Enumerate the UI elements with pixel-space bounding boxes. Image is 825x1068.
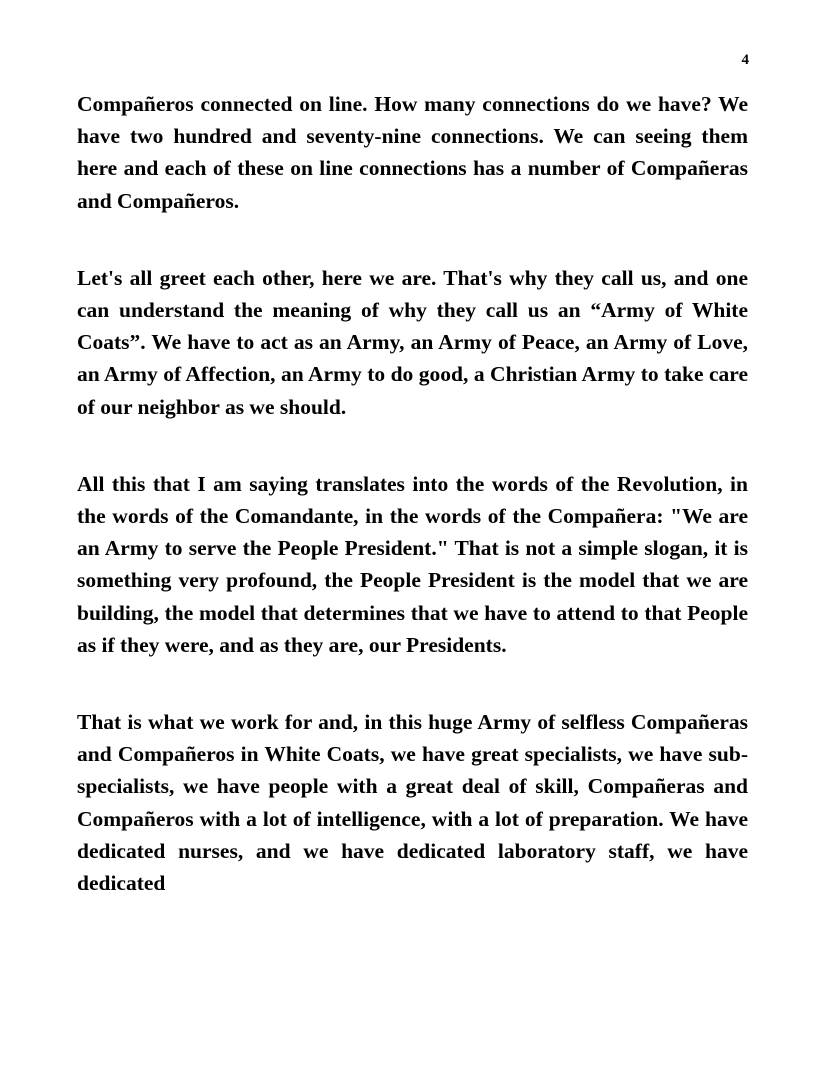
paragraph: That is what we work for and, in this huge Army of selfless Compañeras and Compañeros in White Coats, we have great specialists, we have sub-specialists, we have people with a great deal of skill, Compañeras and Compañeros with a lot of intelligence, with a lot of preparation. We have dedicated nurses, and we have dedicated laboratory staff, we have dedicated (77, 710, 748, 896)
paragraph: Let's all greet each other, here we are. That's why they call us, and one can understand the meaning of why they call us an “Army of White Coats”. We have to act as an Army, an Army of Peace, an Army of Love, an Army of Affection, an Army to do good, a Christian Army to take care of our neighbor as we should. (77, 265, 748, 419)
paragraph: All this that I am saying translates into the words of the Revolution, in the words of the Comandante, in the words of the Compañera: "We are an Army to serve the People President." That is not a simple slogan, it is something very profound, the People President is the model that we are building, the model that determines that we have to attend to that People as if they were, and as they are, our Presidents. (77, 471, 748, 657)
page-number: 4 (741, 52, 749, 68)
paragraph: Compañeros connected on line. How many connections do we have? We have two hundred and seventy-nine connections. We can seeing them here and each of these on line connections has a number of Compañeras and Compañeros. (77, 92, 748, 213)
document-body (77, 88, 748, 899)
